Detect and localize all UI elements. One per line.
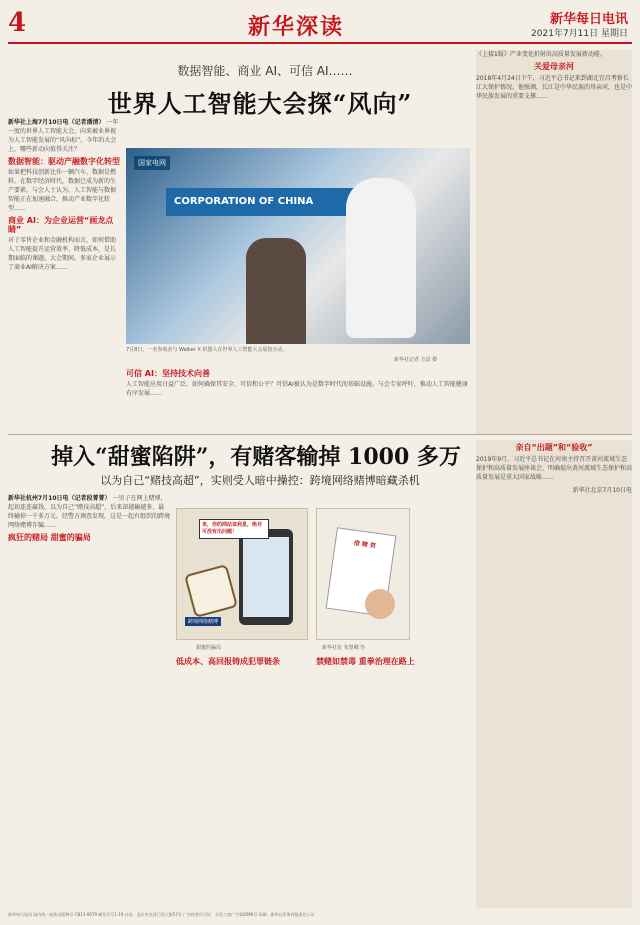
hand-icon bbox=[365, 589, 395, 619]
sidebar-body-2: 2019年9月，习近平总书记在河南主持召开黄河流域生态保护和高质量发展座谈会，明确提出黄河流域生态保护和高质量发展是重大国家战略…… bbox=[476, 456, 632, 481]
article2-deck: 以为自己“赌技高超”，实则受人暗中操控：跨境网络赌博暗藏杀机 bbox=[100, 474, 420, 487]
illustration-caption: 甜蜜的骗局 bbox=[196, 645, 222, 651]
cartoon-paper: 借 赌 资 bbox=[326, 527, 397, 617]
article1-photo-credit: 新华社记者 方喆 摄 bbox=[394, 357, 438, 363]
illustration-speech-bubble: 来，你的网站该利息，绝对可没有出问题！ bbox=[199, 519, 269, 539]
article1-subhead-2: 商业 AI：为企业运营“画龙点睛” bbox=[8, 216, 114, 234]
article1-body-3: 人工智能应用日益广泛，如何确保其安全、可信和公平？可信AI被认为是数字时代的基础设施。与会专家呼吁，推动人工智能健康有序发展…… bbox=[126, 381, 468, 397]
article2-left-column bbox=[8, 494, 170, 908]
article2-body: 一男子在网上赌博，起初连连赢钱，以为自己“赌技高超”，后来却越输越多，最终输掉一千多万元。经警方调查发现，这是一起有组织的跨境网络赌博诈骗…… bbox=[8, 495, 170, 529]
photo-banner: CORPORATION OF CHINA bbox=[166, 188, 354, 216]
page-header bbox=[0, 0, 640, 44]
article2-middle-column bbox=[176, 654, 310, 908]
section-title: 新华深读 bbox=[248, 14, 345, 40]
photo-person bbox=[246, 238, 306, 344]
paper-brand: 新华每日电讯 bbox=[549, 12, 628, 27]
dice-icon bbox=[184, 564, 238, 618]
phone-icon bbox=[239, 529, 293, 625]
article1-subhead-1: 数据智能：驱动产融数字化转型 bbox=[8, 157, 120, 166]
article2-headline: 掉入“甜蜜陷阱”，有赌客输掉 1000 多万 bbox=[51, 444, 461, 470]
photo-robot bbox=[346, 178, 416, 338]
section-divider bbox=[8, 434, 632, 435]
article2-subhead-1: 疯狂的赌局 甜蜜的骗局 bbox=[8, 533, 91, 542]
article1-body-2: 对于零售企业和金融机构而言，如何借助人工智能提升运营效率、降低成本，是长期面临的课题。大会期间，多家企业展示了商业AI解决方案…… bbox=[8, 237, 117, 271]
issue-date: 2021年7月11日 星期日 bbox=[531, 29, 628, 39]
header-rule bbox=[8, 42, 632, 44]
article2-cartoon bbox=[316, 508, 410, 640]
article1-lead: 一年一度的世界人工智能大会，向来被业界视为人工智能发展的“风向标”。今年的大会上，哪些新动向值得关注？ bbox=[8, 119, 119, 153]
page-footer: 新华每日电讯 国内统一连续出版物号 CN11-0079 邮发代号1-19 社址：北京市宣武门西大街57号 广告经营许可证：京西工商广字第0096号 印刷：新华社印务有限责任公司 bbox=[8, 912, 315, 917]
article2-right-column bbox=[316, 654, 470, 908]
article2-byline: 新华社杭州7月10日电（记者段菁菁） bbox=[8, 495, 111, 502]
cartoon-credit: 新华社发 朱慧卿 作 bbox=[322, 645, 366, 651]
article2-illustration bbox=[176, 508, 308, 640]
sidebar-body-1: 2018年4月24日下午，习近平总书记来到湖北宜昌考察长江大保护情况。他强调，长江是中华民族的母亲河，也是中华民族发展的重要支撑…… bbox=[476, 75, 632, 100]
photo-logo: 国家电网 bbox=[134, 156, 170, 170]
sidebar-section-1: 关爱母亲河 bbox=[534, 62, 574, 71]
sidebar-section-2: 亲自“出题”和“验收” bbox=[515, 443, 593, 452]
article1-kicker: 数据智能、商业 AI、可信 AI…… bbox=[177, 64, 353, 78]
sidebar-column-top bbox=[476, 50, 632, 434]
article1-subhead-3: 可信 AI：坚持技术向善 bbox=[126, 369, 210, 378]
article2-subhead-3: 禁赌如禁毒 重拳治理在路上 bbox=[316, 657, 415, 666]
article1-left-column bbox=[8, 118, 120, 364]
article1-headline: 世界人工智能大会探“风向” bbox=[107, 89, 413, 118]
illustration-tag: 跨境网络赌博 bbox=[185, 617, 221, 626]
article1-body-1: 如果把科技创新比作一辆汽车，数据是燃料。在数字经济时代，数据已成为新的生产要素。与会人士认为，人工智能与数据智能正在加速融合，推动产业数字化转型…… bbox=[8, 169, 117, 212]
sidebar-intro: 《上接1版》产业变化折射出高质量发展新动能。 bbox=[476, 51, 606, 58]
article1-bottom-columns bbox=[126, 366, 470, 430]
page-number: 4 bbox=[8, 8, 27, 38]
sidebar-closing: 新华社北京7月10日电 bbox=[572, 487, 632, 494]
article2-subhead-2: 低成本、高回报铸成犯罪链条 bbox=[176, 657, 280, 666]
article1-byline: 新华社上海7月10日电（记者潘清） bbox=[8, 119, 105, 126]
article1-photo bbox=[126, 148, 470, 344]
sidebar-column-bottom bbox=[476, 440, 632, 908]
article1-photo-caption: 7月8日，一名参观者与 Walker X 机器人在世界人工智能大会展馆互动。 bbox=[126, 347, 288, 353]
